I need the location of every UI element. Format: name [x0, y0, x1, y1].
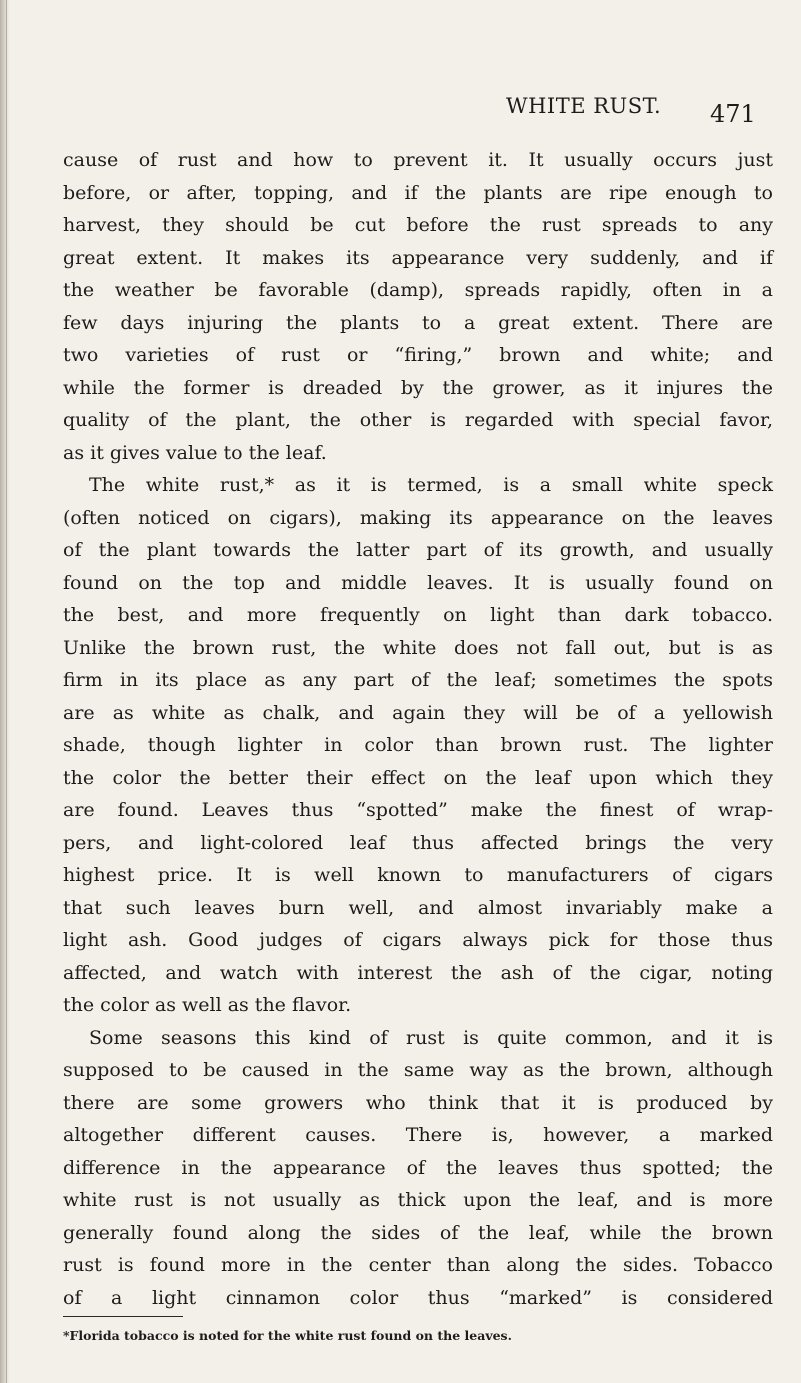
text-line: as it gives value to the leaf.: [63, 441, 327, 464]
text-line: the weather be favorable (damp), spreads rapidly, often in a: [63, 279, 773, 301]
text-line: Some seasons this kind of rust is quite common, and it is: [89, 1026, 773, 1049]
text-line: of the plant towards the latter part of its growth, and usually: [63, 539, 773, 561]
text-line: rust is found more in the center than along the sides. Tobacco: [63, 1254, 773, 1276]
text-line: firm in its place as any part of the leaf; sometimes the spots: [63, 669, 773, 691]
text-line: two varieties of rust or “firing,” brown and white; and: [63, 344, 773, 366]
text-line: quality of the plant, the other is regarded with special favor,: [63, 409, 773, 431]
page-edge-line: [6, 0, 7, 1383]
text-line: there are some growers who think that it is produced by: [63, 1091, 773, 1114]
page-edge-shadow: [0, 0, 10, 1383]
text-line: light ash. Good judges of cigars always pick for those thus: [63, 929, 773, 951]
footnote: *Florida tobacco is noted for the white rust found on the leaves.: [63, 1328, 512, 1343]
text-line: before, or after, topping, and if the plants are ripe enough to: [63, 181, 773, 204]
text-line: white rust is not usually as thick upon the leaf, and is more: [63, 1189, 773, 1211]
text-line: highest price. It is well known to manufacturers of cigars: [63, 864, 773, 886]
text-line: cause of rust and how to prevent it. It usually occurs just: [63, 149, 773, 171]
text-line: pers, and light-colored leaf thus affected brings the very: [63, 831, 773, 854]
body-text: [63, 144, 773, 1314]
text-line: difference in the appearance of the leaves thus spotted; the: [63, 1156, 773, 1179]
text-line: great extent. It makes its appearance very suddenly, and if: [63, 246, 773, 269]
text-line: (often noticed on cigars), making its appearance on the leaves: [63, 506, 773, 529]
text-line: that such leaves burn well, and almost invariably make a: [63, 896, 773, 919]
page-number: 471: [710, 100, 756, 128]
footnote-rule: [63, 1316, 183, 1317]
text-line: the color as well as the flavor.: [63, 994, 352, 1016]
text-line: the best, and more frequently on light than dark tobacco.: [63, 604, 773, 626]
text-line: are as white as chalk, and again they will be of a yellowish: [63, 701, 773, 724]
text-line: are found. Leaves thus “spotted” make the finest of wrap-: [63, 799, 773, 821]
text-line: few days injuring the plants to a great extent. There are: [63, 311, 773, 334]
text-line: harvest, they should be cut before the rust spreads to any: [63, 214, 773, 236]
text-line: supposed to be caused in the same way as the brown, although: [63, 1059, 773, 1081]
running-title: WHITE RUST.: [506, 94, 662, 118]
text-line: affected, and watch with interest the ash of the cigar, noting: [63, 961, 773, 984]
text-line: generally found along the sides of the leaf, while the brown: [63, 1221, 773, 1244]
text-line: altogether different causes. There is, however, a marked: [63, 1124, 773, 1146]
text-line: The white rust,* as it is termed, is a small white speck: [89, 474, 773, 496]
text-line: of a light cinnamon color thus “marked” is considered: [63, 1286, 773, 1309]
text-line: Unlike the brown rust, the white does not fall out, but is as: [63, 636, 773, 659]
text-line: the color the better their effect on the leaf upon which they: [63, 766, 773, 789]
text-line: shade, though lighter in color than brown rust. The lighter: [63, 734, 773, 756]
text-line: while the former is dreaded by the grower, as it injures the: [63, 376, 773, 399]
text-line: found on the top and middle leaves. It is usually found on: [63, 571, 773, 594]
